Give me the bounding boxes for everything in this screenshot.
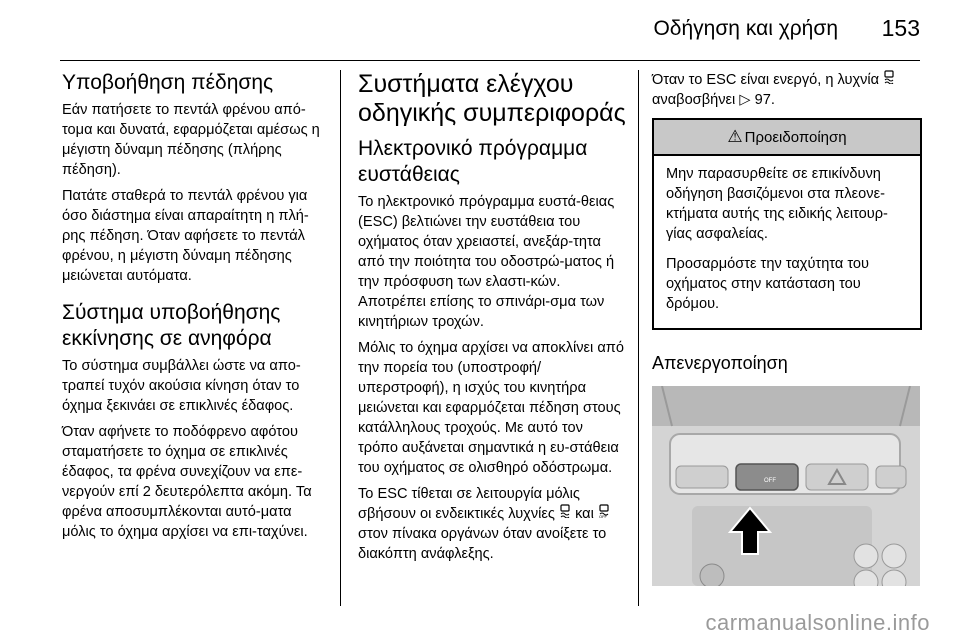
text: και (575, 506, 594, 522)
paragraph (652, 70, 922, 110)
text: Το ESC τίθεται σε λειτουργία μόλις σβήσουν οι ενδεικτικές λυχνίες (358, 486, 580, 522)
esc-off-icon (598, 504, 610, 518)
car-skid-icon (883, 70, 895, 84)
paragraph: Προσαρμόστε την ταχύτητα του οχήματος στην κατάσταση του δρόμου. (666, 256, 870, 312)
heading-hill-start: Σύστημα υποβοήθησης εκκίνησης σε ανηφόρα (62, 301, 281, 350)
car-skid-icon (559, 504, 571, 518)
column-3 (652, 70, 922, 586)
paragraph (358, 484, 626, 564)
column-divider (638, 70, 639, 606)
warning-header (654, 120, 920, 156)
warning-body (654, 156, 920, 328)
page-reference: 97. (754, 92, 775, 108)
paragraph: Το σύστημα συμβάλλει ώστε να απο-τραπεί τυχόν ακούσια κίνηση όταν το όχημα ξεκινάει σε επικλινές έδαφος. (62, 358, 301, 414)
warning-triangle-icon: ⚠ (727, 127, 743, 146)
paragraph: Μην παρασυρθείτε σε επικίνδυνη οδήγηση βασιζόμενοι στα πλεονε-κτήματα αυτής της ειδικής λειτουρ-γίας ασφαλείας. (666, 166, 888, 242)
dashboard-illustration (652, 386, 920, 586)
page-header (0, 0, 960, 58)
page-ref-arrow-icon: ▷ (739, 92, 751, 108)
paragraph: Όταν αφήνετε το ποδόφρενο αφότου σταματήσετε το όχημα σε επικλινές έδαφος, τα φρένα συνεχίζουν να επε-νεργούν επί 2 δευτερόλεπτα ακόμη. Τα φρένα αποσυμπλέκονται αυτό-ματα μόλις το όχημα αρχίσει να επι-ταχύνει. (62, 424, 312, 540)
paragraph: Εάν πατήσετε το πεντάλ φρένου από-τομα και δυνατά, εφαρμόζεται αμέσως η μέγιστη δύναμη πέδησης (πλήρης πέδηση). (62, 102, 320, 178)
text: Όταν το ESC είναι ενεργό, η λυχνία (652, 72, 880, 88)
svg-text:OFF: OFF (598, 514, 607, 518)
watermark: carmanualsonline.info (705, 610, 930, 635)
warning-title: Προειδοποίηση (744, 128, 847, 146)
paragraph: Πατάτε σταθερά το πεντάλ φρένου για όσο διάστημα είναι απαραίτητη η πλή-ρης πέδηση. Όταν αφήσετε το πεντάλ φρένου, η μέγιστη δύναμη πέδησης μειώνεται αυτόματα. (62, 188, 309, 284)
heading-brake-assist: Υποβοήθηση πέδησης (62, 71, 274, 94)
header-rule (60, 60, 920, 61)
paragraph: Μόλις το όχημα αρχίσει να αποκλίνει από την πορεία του (υποστροφή/ υπερστροφή), η ισχύς του κινητήρα μειώνεται και εφαρμόζεται πέδηση στους κατάλληλους τροχούς. Με αυτό τον τρόπο αυξάνεται σημαντικά η ευ-στάθεια του οχήματος σε ολισθηρό οδόστρωμα. (358, 340, 624, 476)
column-divider (340, 70, 341, 606)
text: αναβοσβήνει (652, 92, 736, 108)
heading-deactivation: Απενεργοποίηση (652, 353, 788, 373)
warning-box (652, 118, 922, 330)
heading-esc: Ηλεκτρονικό πρόγραμμα ευστάθειας (358, 137, 588, 186)
page-number: 153 (881, 15, 920, 41)
text: στον πίνακα οργάνων όταν ανοίξετε το διακόπτη ανάφλεξης. (358, 526, 607, 562)
dashboard-photo (652, 386, 920, 586)
paragraph: Το ηλεκτρονικό πρόγραμμα ευστά-θειας (ESC) βελτιώνει την ευστάθεια του οχήματος όταν χρειαστεί, ανεξάρ-τητα από την ποιότητα του οδοστρώ-ματος ή την πρόσφυση των ελαστι-κών. Αποτρέπει επίσης το σπινάρι-σμα των κινητήριων τροχών. (358, 194, 615, 330)
header-title: Οδήγηση και χρήση (653, 17, 838, 40)
column-1 (62, 70, 327, 548)
esc-off-button-label: OFF (764, 478, 776, 484)
column-2 (358, 70, 626, 570)
heading-driving-control: Συστήματα ελέγχου οδηγικής συμπεριφοράς (358, 70, 626, 127)
